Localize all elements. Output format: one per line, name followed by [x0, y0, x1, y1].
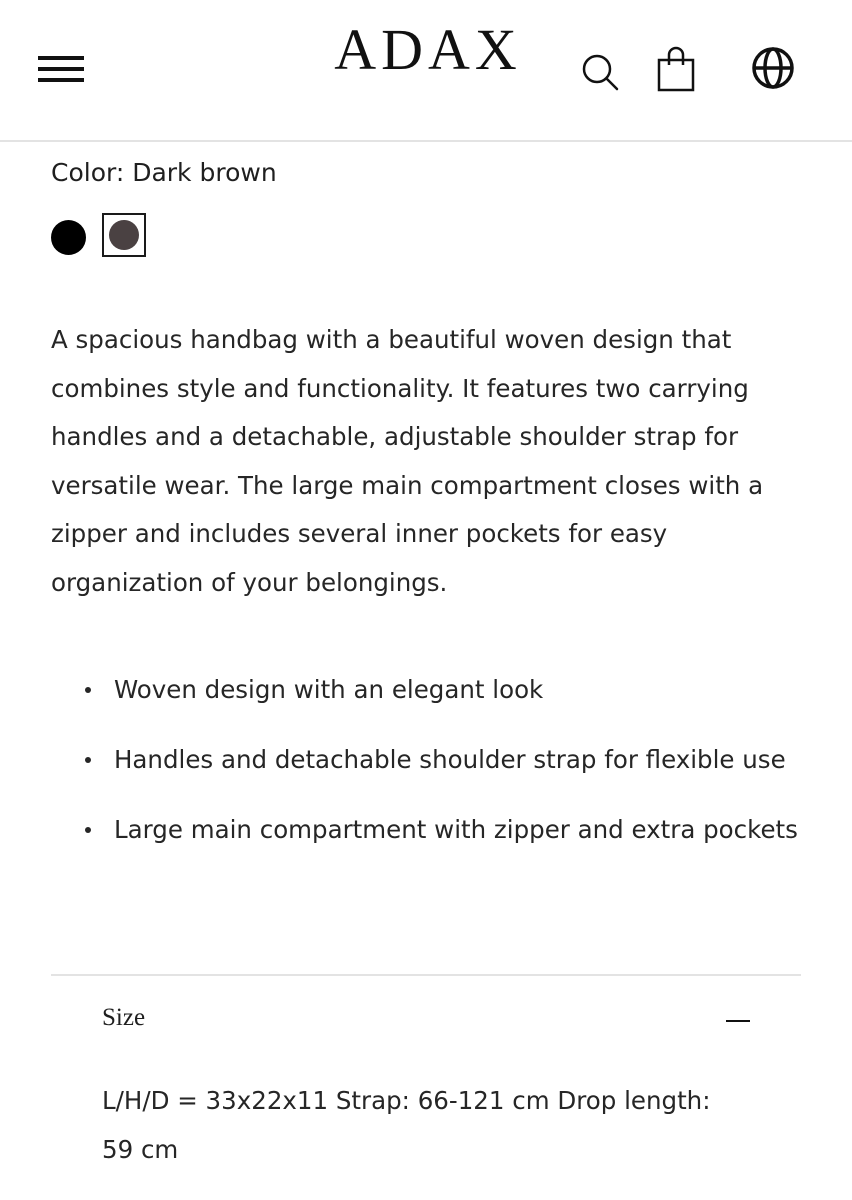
- minus-icon[interactable]: [726, 1020, 750, 1022]
- size-details: L/H/D = 33x22x11 Strap: 66-121 cm Drop length: 59 cm: [102, 1086, 711, 1164]
- size-accordion-header[interactable]: [51, 990, 801, 1052]
- site-header: [0, 0, 852, 142]
- swatch-black[interactable]: [51, 220, 86, 255]
- feature-text: Large main compartment with zipper and extra pockets: [114, 815, 798, 844]
- size-title: Size: [102, 1004, 146, 1031]
- search-icon[interactable]: [578, 50, 622, 94]
- globe-icon[interactable]: [750, 45, 798, 93]
- color-label: Color: Dark brown: [51, 158, 277, 187]
- bullet-icon: [85, 827, 91, 833]
- brand-logo[interactable]: ADAX: [334, 17, 522, 82]
- divider: [51, 974, 801, 976]
- list-item: [114, 736, 798, 806]
- list-item: [114, 806, 798, 876]
- feature-text: Woven design with an elegant look: [114, 675, 544, 704]
- list-item: [114, 666, 798, 736]
- feature-list: [114, 666, 798, 876]
- product-description: A spacious handbag with a beautiful woven design that combines style and functionality. It features two carrying handles and a detachable, adjustable shoulder strap for versatile wear. The large main compartment closes with a zipper and includes several inner pockets for easy organization of your belongings.: [51, 325, 764, 597]
- bullet-icon: [85, 687, 91, 693]
- feature-text: Handles and detachable shoulder strap for flexible use: [114, 745, 786, 774]
- swatch-dark-brown-dot: [109, 220, 139, 250]
- bag-icon[interactable]: [656, 46, 698, 94]
- bullet-icon: [85, 757, 91, 763]
- swatch-dark-brown[interactable]: [102, 213, 146, 257]
